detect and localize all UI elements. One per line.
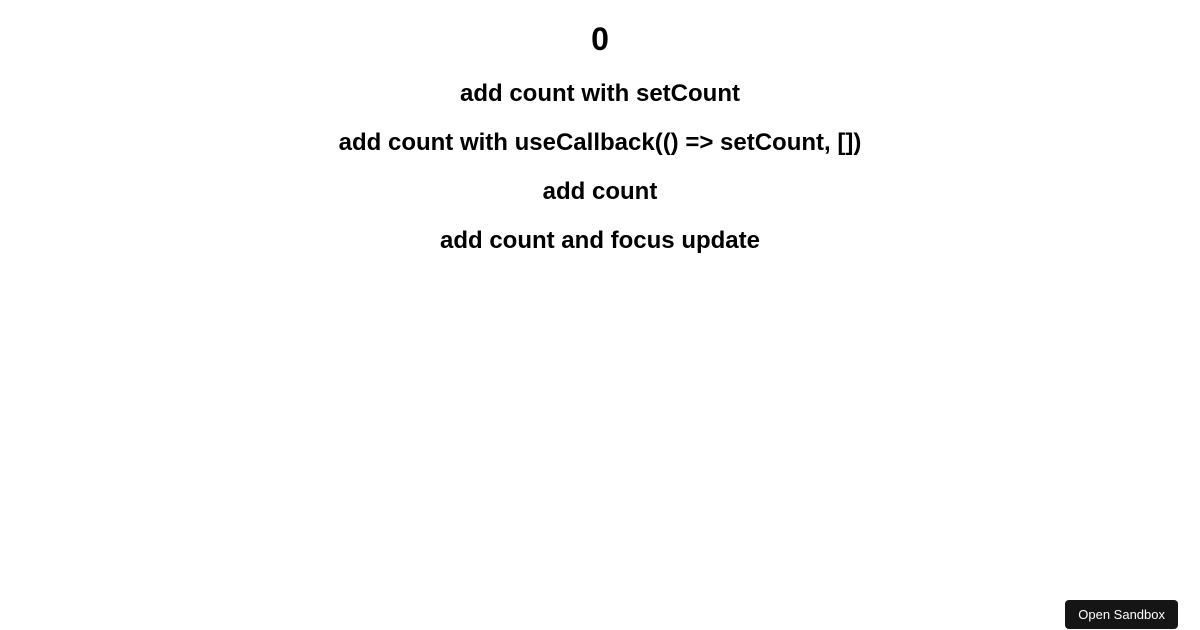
open-sandbox-button[interactable]: Open Sandbox [1065,600,1178,629]
action-add-count[interactable]: add count [542,178,658,205]
app-root [0,20,1200,630]
action-add-count-with-usecallback[interactable]: add count with useCallback(() => setCount, []) [338,129,862,156]
counter-value: 0 [591,21,609,57]
action-add-count-with-setcount[interactable]: add count with setCount [460,80,740,107]
action-add-count-and-focus-update[interactable]: add count and focus update [439,227,760,254]
